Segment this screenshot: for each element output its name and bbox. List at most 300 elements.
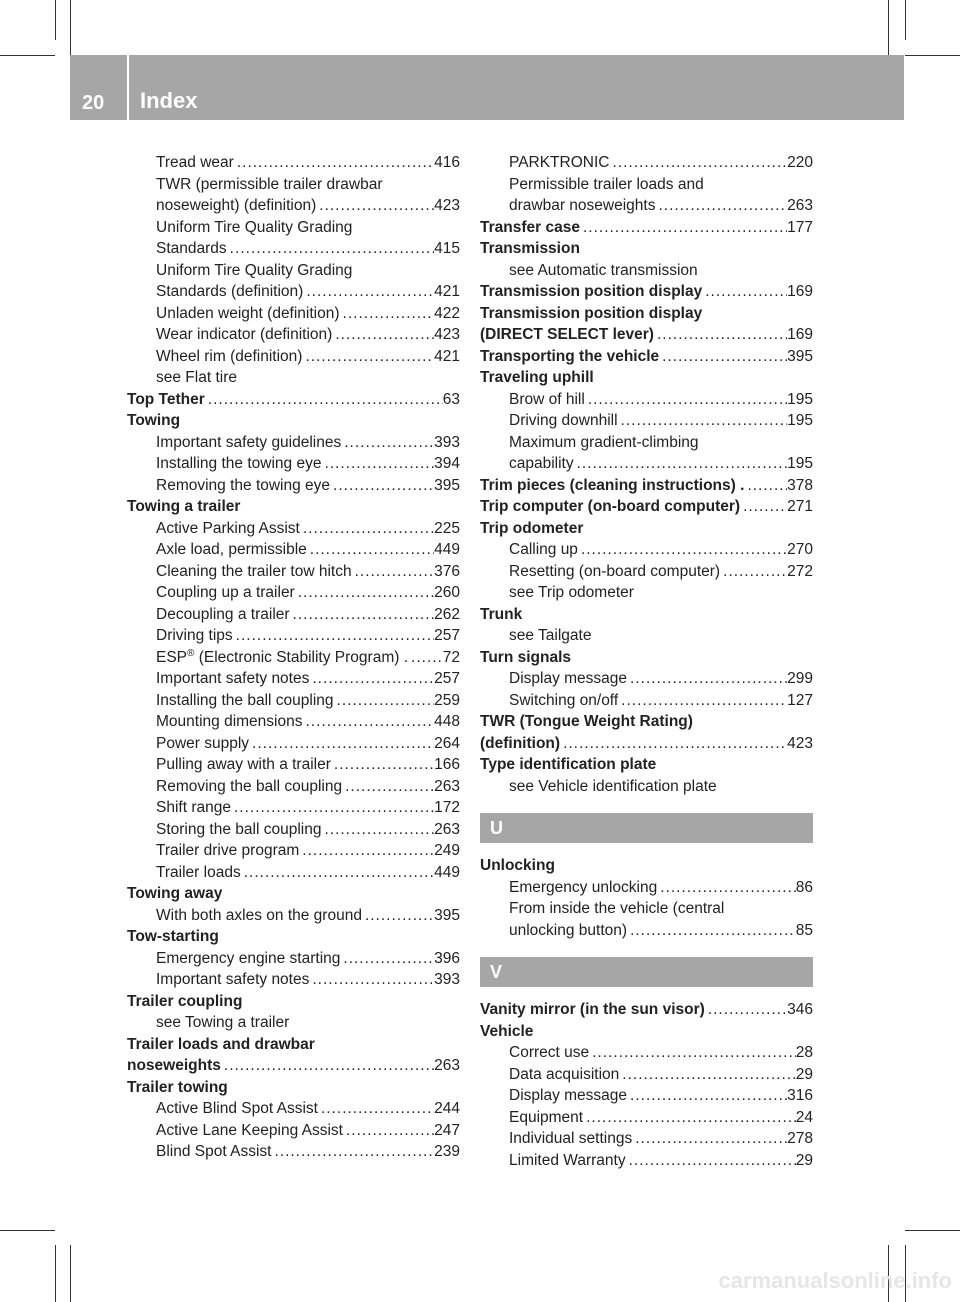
leader-dots <box>241 862 434 884</box>
index-entry-text: Data acquisition <box>509 1065 620 1083</box>
index-entry[interactable] <box>127 1120 460 1142</box>
index-entry[interactable] <box>127 819 460 841</box>
index-entry[interactable] <box>127 539 460 561</box>
index-entry[interactable] <box>480 496 813 518</box>
leader-dots <box>249 733 434 755</box>
index-entry[interactable] <box>480 195 813 217</box>
page-ref[interactable]: 423 <box>787 734 813 752</box>
index-entry[interactable] <box>480 1085 813 1107</box>
index-entry-text: Removing the towing eye <box>156 476 331 494</box>
index-entry[interactable] <box>480 920 813 942</box>
index-entry[interactable] <box>480 877 813 899</box>
page-ref[interactable]: 299 <box>787 670 813 687</box>
index-entry-text: Pulling away with a trailer <box>156 756 331 773</box>
page-ref[interactable]: 247 <box>434 1121 460 1139</box>
index-entry-text: Standards <box>156 240 227 257</box>
page-ref[interactable]: 257 <box>434 670 460 687</box>
leader-dots <box>318 1098 434 1120</box>
leader-dots <box>205 389 443 411</box>
leader-dots <box>302 711 434 733</box>
index-entry[interactable] <box>127 905 460 927</box>
page-ref[interactable]: 86 <box>795 878 813 896</box>
index-entry[interactable] <box>127 711 460 733</box>
page-ref[interactable]: 166 <box>434 756 460 773</box>
index-entry-text: Type identification plate <box>480 756 657 773</box>
page-ref[interactable]: 395 <box>787 347 813 365</box>
index-entry[interactable] <box>127 840 460 862</box>
page-ref[interactable]: 421 <box>434 283 460 300</box>
index-entry-text: Brow of hill <box>509 390 585 408</box>
index-entry[interactable] <box>127 862 460 884</box>
index-entry-text: Transmission position display <box>480 283 703 300</box>
index-entry[interactable] <box>480 1128 813 1150</box>
index-entry[interactable] <box>127 733 460 755</box>
page-ref[interactable]: 449 <box>434 863 460 881</box>
index-entry-text: Tow-starting <box>127 928 219 945</box>
leader-dots <box>290 604 435 626</box>
page-ref[interactable]: 195 <box>787 455 813 472</box>
leader-dots <box>578 539 787 561</box>
page-ref[interactable]: 172 <box>434 799 460 816</box>
page-ref[interactable]: 263 <box>434 820 460 838</box>
crop-mark <box>55 1245 56 1302</box>
crop-mark <box>55 0 56 40</box>
page-ref[interactable]: 239 <box>434 1143 460 1160</box>
leader-dots <box>302 346 434 368</box>
index-entry[interactable] <box>480 561 813 583</box>
index-entry[interactable] <box>127 668 460 690</box>
page-number: 20 <box>82 92 105 114</box>
leader-dots <box>271 1141 434 1163</box>
index-entry <box>127 926 460 948</box>
leader-dots <box>340 303 435 325</box>
index-entry <box>480 238 813 260</box>
index-entry[interactable] <box>480 999 813 1021</box>
page-ref[interactable]: 259 <box>434 691 460 709</box>
index-entry-text: Important safety notes <box>156 971 310 988</box>
page-ref[interactable]: 85 <box>795 921 813 939</box>
index-entry-text: Calling up <box>509 541 578 558</box>
page-ref[interactable]: 263 <box>434 777 460 795</box>
leader-dots <box>307 539 434 561</box>
leader-dots <box>231 797 434 819</box>
leader-dots <box>654 324 787 346</box>
leader-dots <box>332 324 434 346</box>
index-entry[interactable] <box>480 733 813 755</box>
leader-dots <box>702 281 787 303</box>
leader-dots <box>580 217 787 239</box>
index-entry[interactable] <box>127 647 460 669</box>
index-entry-text: Wheel rim (definition) <box>156 347 303 365</box>
index-entry[interactable] <box>480 1107 813 1129</box>
page-ref[interactable]: 393 <box>434 433 460 451</box>
page-ref[interactable]: 169 <box>787 283 813 300</box>
crop-mark <box>0 55 55 56</box>
leader-dots <box>659 346 787 368</box>
leader-dots <box>657 877 796 899</box>
page-ref[interactable]: 395 <box>434 906 460 924</box>
crop-mark <box>905 1230 960 1231</box>
page-ref[interactable]: 264 <box>434 734 460 752</box>
page-ref[interactable]: 260 <box>434 584 460 601</box>
index-entry[interactable] <box>127 346 460 368</box>
page-ref[interactable]: 225 <box>434 519 460 537</box>
page-ref[interactable]: 376 <box>434 562 460 580</box>
leader-dots <box>316 195 434 217</box>
index-entry[interactable] <box>127 604 460 626</box>
leader-dots <box>705 999 787 1021</box>
index-entry <box>480 1021 813 1043</box>
index-entry[interactable] <box>127 1098 460 1120</box>
index-entry-text: Towing <box>127 412 181 429</box>
index-entry[interactable] <box>480 539 813 561</box>
index-entry[interactable] <box>127 625 460 647</box>
index-entry-text: Decoupling a trailer <box>156 605 290 623</box>
page-ref[interactable]: 177 <box>787 218 813 236</box>
index-entry-text: Axle load, permissible <box>156 541 307 558</box>
index-entry-text: Emergency unlocking <box>509 878 658 896</box>
leader-dots <box>321 819 434 841</box>
index-entry-text: Trip computer (on-board computer) <box>480 498 741 515</box>
leader-dots <box>627 668 787 690</box>
index-entry[interactable] <box>480 475 813 497</box>
index-entry-text: Maximum gradient-climbing <box>509 433 699 451</box>
index-entry-text: Trim pieces (cleaning instructions) . <box>480 476 745 494</box>
index-entry-text: Unlocking <box>480 857 555 874</box>
index-entry-text: Turn signals <box>480 648 572 666</box>
page-ref[interactable]: 396 <box>434 949 460 967</box>
leader-dots <box>655 195 787 217</box>
page-ref[interactable]: 195 <box>787 412 813 429</box>
page-ref[interactable]: 24 <box>795 1108 813 1126</box>
page-ref[interactable]: 63 <box>442 390 460 408</box>
index-entry-text: see Towing a trailer <box>156 1014 290 1031</box>
index-entry[interactable] <box>127 690 460 712</box>
index-entry-text: Mounting dimensions <box>156 713 303 730</box>
index-entry <box>480 432 813 454</box>
page-ref[interactable]: 263 <box>787 197 813 214</box>
leader-dots <box>295 582 434 604</box>
index-entry-text: Trailer drive program <box>156 842 300 859</box>
crop-mark <box>70 0 71 55</box>
index-entry[interactable] <box>127 754 460 776</box>
crop-mark <box>888 0 889 55</box>
index-entry-text: capability <box>509 455 574 472</box>
leader-dots <box>233 625 434 647</box>
index-entry <box>127 883 460 905</box>
index-entry-text: Blind Spot Assist <box>156 1143 272 1160</box>
index-entry <box>480 647 813 669</box>
index-entry[interactable] <box>127 969 460 991</box>
index-entry-text: Emergency engine starting <box>156 949 341 967</box>
index-entry-text: see Flat tire <box>156 369 237 386</box>
index-entry[interactable] <box>127 518 460 540</box>
index-entry-text: drawbar noseweights <box>509 197 656 214</box>
index-entry-text: see Automatic transmission <box>509 261 698 279</box>
page-ref[interactable]: 169 <box>787 326 813 343</box>
index-entry[interactable] <box>480 324 813 346</box>
index-entry[interactable] <box>127 281 460 303</box>
index-entry[interactable] <box>480 410 813 432</box>
page-ref[interactable]: 29 <box>795 1151 813 1169</box>
index-entry-text: Traveling uphill <box>480 369 594 386</box>
index-entry[interactable] <box>480 389 813 411</box>
index-entry[interactable] <box>127 453 460 475</box>
page-ref[interactable]: 29 <box>795 1065 813 1083</box>
page-ref[interactable]: 72 <box>442 648 460 666</box>
leader-dots <box>352 561 435 583</box>
index-entry <box>480 174 813 196</box>
index-entry <box>127 260 460 282</box>
index-entry-text: Uniform Tire Quality Grading <box>156 261 353 279</box>
index-entry-text: Trailer loads and drawbar <box>127 1035 315 1053</box>
watermark: carmanualsonline.info <box>718 1268 952 1293</box>
leader-dots <box>585 389 787 411</box>
index-entry-text: Important safety guidelines <box>156 433 342 451</box>
index-entry[interactable] <box>127 1055 460 1077</box>
leader-dots <box>720 561 787 583</box>
index-entry <box>127 217 460 239</box>
index-entry[interactable] <box>127 561 460 583</box>
leader-dots <box>740 496 787 518</box>
leader-dots <box>408 647 443 669</box>
page-ref[interactable]: 393 <box>434 971 460 988</box>
index-entry <box>480 898 813 920</box>
index-entry-text: Trailer loads <box>156 863 241 881</box>
index-entry-text: TWR (Tongue Weight Rating) <box>480 713 693 730</box>
index-entry-text: Limited Warranty <box>509 1151 626 1169</box>
index-entry-text: Towing a trailer <box>127 498 241 515</box>
index-entry-text: Active Parking Assist <box>156 519 300 537</box>
leader-dots <box>744 475 787 497</box>
index-entry <box>480 625 813 647</box>
index-entry <box>480 518 813 540</box>
leader-dots <box>626 1150 796 1172</box>
index-entry-text: Unladen weight (definition) <box>156 304 340 322</box>
index-entry-text: (DIRECT SELECT lever) <box>480 326 654 343</box>
index-column-right <box>480 152 813 1171</box>
leader-dots <box>342 776 434 798</box>
leader-dots <box>303 281 434 303</box>
index-entry[interactable] <box>127 948 460 970</box>
page-ref[interactable]: 263 <box>434 1057 460 1074</box>
index-entry <box>480 367 813 389</box>
index-entry[interactable] <box>480 346 813 368</box>
page-ref[interactable]: 257 <box>434 627 460 644</box>
index-entry <box>127 174 460 196</box>
index-entry-text: Transfer case <box>480 218 580 236</box>
index-entry-text: unlocking button) <box>509 921 628 939</box>
index-entry[interactable] <box>480 1064 813 1086</box>
index-entry-text: noseweights <box>127 1057 221 1074</box>
index-entry-text: Trailer towing <box>127 1078 228 1096</box>
leader-dots <box>560 733 787 755</box>
index-entry-text: Important safety notes <box>156 670 310 687</box>
index-entry-text: Standards (definition) <box>156 283 304 300</box>
crop-mark <box>905 0 906 40</box>
index-entry-text: Transmission <box>480 240 580 257</box>
leader-dots <box>234 152 434 174</box>
index-entry-text: noseweight) (definition) <box>156 197 317 214</box>
index-entry-text: Transmission position display <box>480 304 703 322</box>
leader-dots <box>589 1042 796 1064</box>
index-entry <box>127 367 460 389</box>
index-entry-text: Uniform Tire Quality Grading <box>156 218 353 236</box>
index-entry[interactable] <box>127 1141 460 1163</box>
index-entry-text: ESP® (Electronic Stability Program) . <box>156 647 409 666</box>
leader-dots <box>309 668 434 690</box>
index-entry-text: Removing the ball coupling <box>156 777 343 795</box>
index-entry-text: see Vehicle identification plate <box>509 777 717 795</box>
index-entry[interactable] <box>127 432 460 454</box>
index-entry-text: Installing the ball coupling <box>156 691 334 709</box>
index-entry-text: Installing the towing eye <box>156 455 322 472</box>
page-ref[interactable]: 416 <box>434 154 460 171</box>
leader-dots <box>609 152 787 174</box>
page-ref[interactable]: 270 <box>787 541 813 558</box>
index-entry-text: Storing the ball coupling <box>156 820 322 838</box>
page-ref[interactable]: 449 <box>434 541 460 558</box>
index-entry <box>127 1012 460 1034</box>
section-heading-v: V <box>480 957 813 987</box>
index-entry[interactable] <box>127 475 460 497</box>
page-ref[interactable]: 220 <box>787 154 813 171</box>
page-ref[interactable]: 28 <box>795 1044 813 1061</box>
index-entry <box>480 260 813 282</box>
index-entry[interactable] <box>480 152 813 174</box>
index-entry[interactable] <box>480 690 813 712</box>
index-entry-text: Cleaning the trailer tow hitch <box>156 562 352 580</box>
leader-dots <box>330 475 434 497</box>
index-entry-text: Coupling up a trailer <box>156 584 295 601</box>
page-ref[interactable]: 423 <box>434 326 460 343</box>
index-entry[interactable] <box>127 238 460 260</box>
index-entry-text: PARKTRONIC <box>509 154 610 171</box>
index-entry <box>480 303 813 325</box>
index-entry-text: Power supply <box>156 734 250 752</box>
index-entry[interactable] <box>480 453 813 475</box>
index-entry-text: see Tailgate <box>509 627 592 644</box>
page-ref[interactable]: 195 <box>787 390 813 408</box>
index-entry <box>127 410 460 432</box>
page-ref[interactable]: 421 <box>434 347 460 365</box>
page-ref[interactable]: 127 <box>787 691 813 709</box>
index-entry-text: Correct use <box>509 1044 590 1061</box>
crop-mark <box>905 55 960 56</box>
page-ref[interactable]: 244 <box>434 1100 460 1117</box>
index-entry-text: see Trip odometer <box>509 584 634 601</box>
index-entry-text: Display message <box>509 670 628 687</box>
index-entry <box>480 776 813 798</box>
leader-dots <box>362 905 434 927</box>
page-ref[interactable]: 423 <box>434 197 460 214</box>
index-entry-text: Shift range <box>156 799 231 816</box>
leader-dots <box>309 969 434 991</box>
index-entry[interactable] <box>127 195 460 217</box>
index-entry-text: Towing away <box>127 885 223 902</box>
page-ref[interactable]: 271 <box>787 498 813 515</box>
index-entry[interactable] <box>127 797 460 819</box>
index-entry-text: Vanity mirror (in the sun visor) <box>480 1001 705 1018</box>
index-entry-text: (definition) <box>480 734 561 752</box>
index-entry[interactable] <box>127 582 460 604</box>
leader-dots <box>299 840 434 862</box>
leader-dots <box>341 432 434 454</box>
index-entry <box>480 754 813 776</box>
index-entry[interactable] <box>127 303 460 325</box>
index-entry-text: Top Tether <box>127 390 205 408</box>
page-ref[interactable]: 272 <box>787 562 813 580</box>
leader-dots <box>583 1107 796 1129</box>
page-ref[interactable]: 448 <box>434 713 460 730</box>
index-entry-text: Trunk <box>480 605 523 623</box>
page-ref[interactable]: 346 <box>787 1001 813 1018</box>
page-ref[interactable]: 262 <box>434 605 460 623</box>
index-entry[interactable] <box>127 776 460 798</box>
page-title: Index <box>140 88 198 113</box>
index-entry <box>127 496 460 518</box>
index-entry-text: Active Lane Keeping Assist <box>156 1121 343 1139</box>
index-entry-text: Switching on/off <box>509 691 619 709</box>
index-entry[interactable] <box>480 668 813 690</box>
index-entry <box>127 991 460 1013</box>
index-entry[interactable] <box>480 1150 813 1172</box>
index-entry-text: Resetting (on-board computer) <box>509 562 721 580</box>
page-ref[interactable]: 394 <box>434 455 460 472</box>
index-entry-text: With both axles on the ground <box>156 906 362 924</box>
index-entry[interactable] <box>480 1042 813 1064</box>
page-ref[interactable]: 415 <box>434 240 460 257</box>
leader-dots <box>627 1085 787 1107</box>
crop-mark <box>0 1230 55 1231</box>
page-ref[interactable]: 278 <box>787 1130 813 1147</box>
leader-dots <box>618 690 787 712</box>
page-ref[interactable]: 422 <box>434 304 460 322</box>
index-entry <box>480 604 813 626</box>
index-entry-text: TWR (permissible trailer drawbar <box>156 175 383 193</box>
leader-dots <box>300 518 434 540</box>
index-entry-text: Wear indicator (definition) <box>156 326 333 343</box>
index-entry <box>480 711 813 733</box>
index-entry[interactable] <box>127 152 460 174</box>
leader-dots <box>227 238 434 260</box>
index-column-left <box>127 152 460 1163</box>
leader-dots <box>574 453 788 475</box>
index-entry[interactable] <box>127 324 460 346</box>
page-ref[interactable]: 249 <box>434 842 460 859</box>
index-entry[interactable] <box>480 281 813 303</box>
index-entry-text: Driving downhill <box>509 412 618 429</box>
index-entry-text: Individual settings <box>509 1130 633 1147</box>
page-ref[interactable]: 378 <box>787 476 813 494</box>
leader-dots <box>627 920 796 942</box>
index-entry-text: Tread wear <box>156 154 234 171</box>
leader-dots <box>632 1128 787 1150</box>
index-entry-text: Vehicle <box>480 1022 534 1040</box>
index-entry-text: Permissible trailer loads and <box>509 175 704 193</box>
index-entry <box>127 1077 460 1099</box>
leader-dots <box>340 948 434 970</box>
leader-dots <box>321 453 434 475</box>
index-entry[interactable] <box>480 217 813 239</box>
index-entry-text: Active Blind Spot Assist <box>156 1100 318 1117</box>
index-entry-text: Equipment <box>509 1108 584 1126</box>
leader-dots <box>221 1055 434 1077</box>
page-ref[interactable]: 316 <box>787 1087 813 1104</box>
index-entry <box>480 582 813 604</box>
page-ref[interactable]: 395 <box>434 476 460 494</box>
index-entry[interactable] <box>127 389 460 411</box>
